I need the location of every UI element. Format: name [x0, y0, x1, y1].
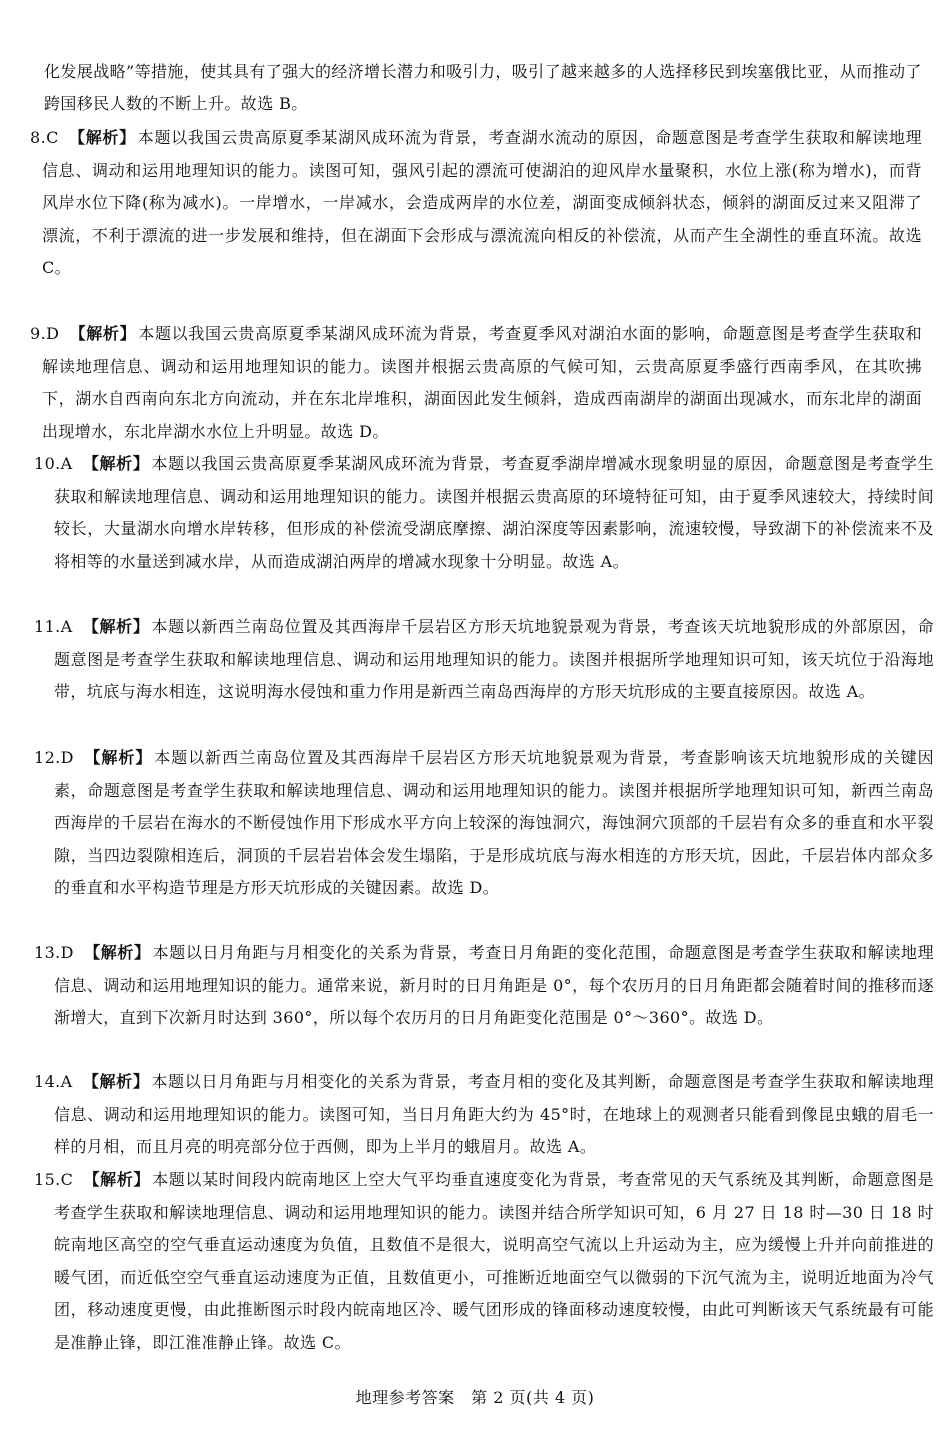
item-number: 8.C: [30, 128, 59, 147]
item-text: 本题以我国云贵高原夏季某湖风成环流为背景，考查夏季湖岸增减水现象明显的原因，命题意图是考查学生获取和解读地理信息、调动和运用地理知识的能力。读图并根据云贵高原的环境特征可知，由于夏季风速较大，持续时间较长，大量湖水向增水岸转移，但形成的补偿流受湖底摩擦、湖泊深度等因素影响，流速较慢，导致湖下的补偿流来不及将相等的水量送到减水岸，从而造成湖泊两岸的增减水现象十分明显。故选 A。: [54, 454, 934, 571]
answer-item-12: [30, 742, 934, 905]
analysis-tag: 【解析】: [83, 748, 153, 767]
answer-item-9: [30, 318, 922, 448]
item-number: 11.A: [34, 617, 73, 636]
item-number: 13.D: [34, 943, 74, 962]
answer-item-8: [30, 122, 922, 285]
analysis-tag: 【解析】: [82, 454, 150, 473]
page-footer: 地理参考答案 第 2 页(共 4 页): [355, 1388, 595, 1407]
analysis-tag: 【解析】: [82, 617, 150, 636]
item-text: 本题以新西兰南岛位置及其西海岸千层岩区方形天坑地貌景观为背景，考查该天坑地貌形成的外部原因，命题意图是考查学生获取和解读地理信息、调动和运用地理知识的能力。读图并根据所学地理知识可知，该天坑位于沿海地带，坑底与海水相连，这说明海水侵蚀和重力作用是新西兰南岛西海岸的方形天坑形成的主要直接原因。故选 A。: [54, 617, 934, 701]
answer-item-11: [30, 611, 934, 709]
answer-item-15: [30, 1164, 934, 1359]
item-text: 本题以我国云贵高原夏季某湖风成环流为背景，考查湖水流动的原因，命题意图是考查学生获取和解读地理信息、调动和运用地理知识的能力。读图可知，强风引起的漂流可使湖泊的迎风岸水量聚积，水位上涨(称为增水)，而背风岸水位下降(称为减水)。一岸增水，一岸减水，会造成两岸的水位差，湖面变成倾斜状态，倾斜的湖面反过来又阻滞了漂流，不利于漂流的进一步发展和维持，但在湖面下会形成与漂流流向相反的补偿流，从而产生全湖性的垂直环流。故选 C。: [42, 128, 922, 277]
item-number: 14.A: [34, 1072, 73, 1091]
answer-item-14: [30, 1066, 934, 1164]
item-text: 本题以日月角距与月相变化的关系为背景，考查月相的变化及其判断，命题意图是考查学生获取和解读地理信息、调动和运用地理知识的能力。读图可知，当日月角距大约为 45°时，在地球上的观测者只能看到像昆虫蛾的眉毛一样的月相，而且月亮的明亮部分位于西侧，即为上半月的蛾眉月。故选 A。: [54, 1072, 934, 1156]
item-number: 15.C: [34, 1170, 74, 1189]
answer-item-10: [30, 448, 934, 578]
item-text: 本题以我国云贵高原夏季某湖风成环流为背景，考查夏季风对湖泊水面的影响，命题意图是考查学生获取和解读地理信息、调动和运用地理知识的能力。读图并根据云贵高原的气候可知，云贵高原夏季盛行西南季风，在其吹拂下，湖水自西南向东北方向流动，并在东北岸堆积，湖面因此发生倾斜，造成西南湖岸的湖面出现减水，而东北岸的湖面出现增水，东北岸湖水水位上升明显。故选 D。: [42, 324, 922, 441]
item-text: 本题以日月角距与月相变化的关系为背景，考查日月角距的变化范围，命题意图是考查学生获取和解读地理信息、调动和运用地理知识的能力。通常来说，新月时的日月角距是 0°，每个农历月的日月角距都会随着时间的推移而逐渐增大，直到下次新月时达到 360°，所以每个农历月的日月角距变化范围是 0°～360°。故选 D。: [54, 943, 934, 1027]
item-number: 9.D: [30, 324, 60, 343]
analysis-tag: 【解析】: [69, 324, 137, 343]
analysis-tag: 【解析】: [83, 943, 151, 962]
item-number: 12.D: [34, 748, 74, 767]
analysis-tag: 【解析】: [68, 128, 136, 147]
analysis-tag: 【解析】: [83, 1170, 151, 1189]
item-number: 10.A: [34, 454, 73, 473]
answer-item-13: [30, 937, 934, 1035]
item-text: 本题以新西兰南岛位置及其西海岸千层岩区方形天坑地貌景观为背景，考查影响该天坑地貌形成的关键因素，命题意图是考查学生获取和解读地理信息、调动和运用地理知识的能力。读图并根据所学地理知识可知，新西兰南岛西海岸的千层岩在海水的不断侵蚀作用下形成水平方向上较深的海蚀洞穴，海蚀洞穴顶部的千层岩有众多的垂直和水平裂隙，当四边裂隙相连后，洞顶的千层岩岩体会发生塌陷，于是形成坑底与海水相连的方形天坑，因此，千层岩体内部众多的垂直和水平构造节理是方形天坑形成的关键因素。故选 D。: [54, 748, 934, 897]
intro-paragraph: 化发展战略”等措施，使其具有了强大的经济增长潜力和吸引力，吸引了越来越多的人选择移民到埃塞俄比亚，从而推动了跨国移民人数的不断上升。故选 B。: [44, 62, 922, 113]
analysis-tag: 【解析】: [82, 1072, 150, 1091]
item-text: 本题以某时间段内皖南地区上空大气平均垂直速度变化为背景，考查常见的天气系统及其判断，命题意图是考查学生获取和解读地理信息、调动和运用地理知识的能力。读图并结合所学知识可知，6 月 27 日 18 时—30 日 18 时皖南地区高空的空气垂直运动速度为负值，且数值不是很大，说明高空气流以上升运动为主，应为缓慢上升并向前推进的暖气团，而近低空空气垂直运动速度为正值，且数值更小，可推断近地面空气以微弱的下沉气流为主，说明近地面为冷气团，移动速度更慢，由此推断图示时段内皖南地区冷、暖气团形成的锋面移动速度较慢，由此可判断该天气系统最有可能是准静止锋，即江淮准静止锋。故选 C。: [54, 1170, 934, 1352]
